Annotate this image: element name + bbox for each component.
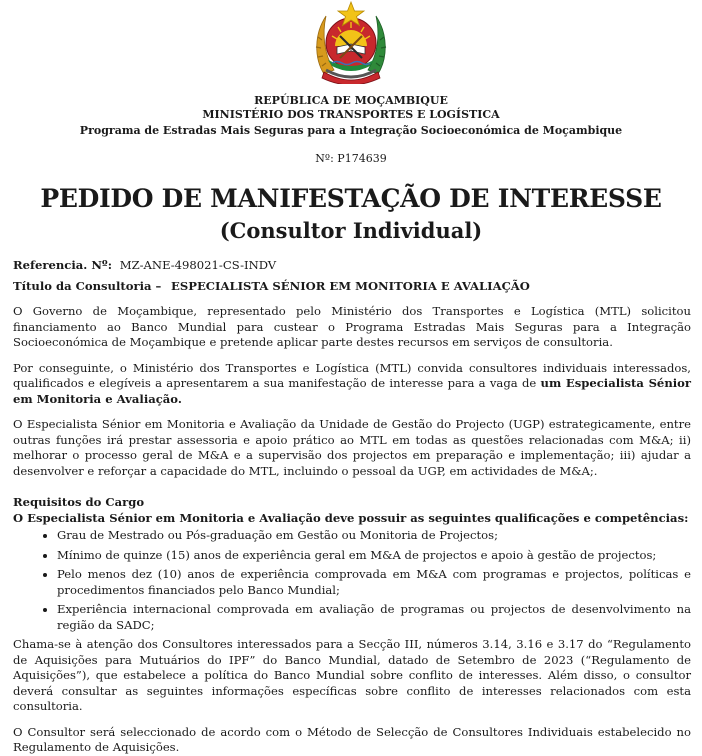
document-body <box>13 258 691 756</box>
consultancy-label: Título da Consultoria – <box>13 278 162 293</box>
project-number: Nº: P174639 <box>315 152 387 165</box>
invitation-position: um Especialista Sénior em Monitoria e Avaliação. <box>13 376 691 406</box>
country-name: REPÚBLICA DE MOÇAMBIQUE <box>254 94 448 107</box>
requirements-intro: O Especialista Sénior em Monitoria e Avaliação deve possuir as seguintes qualificações e competências: <box>13 510 689 525</box>
reference-label: Referencia. Nº: <box>13 258 113 272</box>
list-item: • Pelo menos dez (10) anos de experiência comprovada em M&A com programas e projectos, políticas e procedimentos financiados pelo Banco Mundial; <box>57 567 691 598</box>
paragraph-role: O Especialista Sénior em Monitoria e Avaliação da Unidade de Gestão do Projecto (UGP) estrategicamente, entre outras funções irá prestar assessoria e apoio prático ao MTL em todas as questões relacionadas com M&A; ii) melhorar o processo geral de M&A e a supervisão dos projectos em preparação e implementação; iii) ajudar a desenvolver e reforçar a capacidade do MTL, incluindo o pessoal da UGP, em actividades de M&A;. <box>13 417 691 478</box>
invitation-text: Por conseguinte, o Ministério dos Transportes e Logística (MTL) convida consultores individuais interessados, qualificados e elegíveis a apresentarem a sua manifestação de interesse para a vaga de <box>13 360 691 390</box>
consultancy-value: ESPECIALISTA SÉNIOR EM MONITORIA E AVALIAÇÃO <box>171 278 530 293</box>
paragraph-selection-method: O Consultor será seleccionado de acordo com o Método de Selecção de Consultores Individuais estabelecido no Regulamento de Aquisições. <box>13 724 691 754</box>
paragraph-intro: O Governo de Moçambique, representado pelo Ministério dos Transportes e Logística (MTL) solicitou financiamento ao Banco Mundial para custear o Programa Estradas Mais Seguras para a Integração Socioeconómica de Moçambique e pretende aplicar parte destes recursos em serviços de consultoria. <box>13 304 691 349</box>
paragraph-conflict-of-interest: Chama-se à atenção dos Consultores interessados para a Secção III, números 3.14, 3.16 e 3.17 do “Regulamento de Aquisições para Mutuários do IPF” do Banco Mundial, datado de Setembro de 2023 (“Regulamento de Aquisições”), que estabelece a política do Banco Mundial sobre conflito de interesses. Além disso, o consultor deverá consultar as seguintes informações específicas sobre conflito de interesses relacionados com esta consultoria. <box>13 637 691 713</box>
ministry-name: MINISTÉRIO DOS TRANSPORTES E LOGÍSTICA <box>202 108 500 121</box>
document-subtitle: (Consultor Individual) <box>219 218 483 243</box>
consultancy-line <box>13 279 691 295</box>
document-title: PEDIDO DE MANIFESTAÇÃO DE INTERESSE <box>40 184 662 213</box>
list-item: • Grau de Mestrado ou Pós-graduação em Gestão ou Monitoria de Projectos; <box>57 528 691 544</box>
list-item: • Mínimo de quinze (15) anos de experiência geral em M&A de projectos e apoio à gestão de projectos; <box>57 548 691 564</box>
reference-value: MZ-ANE-498021-CS-INDV <box>119 258 277 272</box>
paragraph-invitation <box>13 361 691 408</box>
list-item: • Experiência internacional comprovada em avaliação de programas ou projectos de desenvolvimento na região da SADC; <box>57 602 691 633</box>
reference-line <box>13 258 691 274</box>
program-name: Programa de Estradas Mais Seguras para a Integração Socioeconómica de Moçambique <box>79 124 623 137</box>
coat-of-arms-emblem <box>310 0 392 84</box>
requirements-list <box>13 528 691 633</box>
requirements-heading: Requisitos do Cargo <box>13 495 145 509</box>
